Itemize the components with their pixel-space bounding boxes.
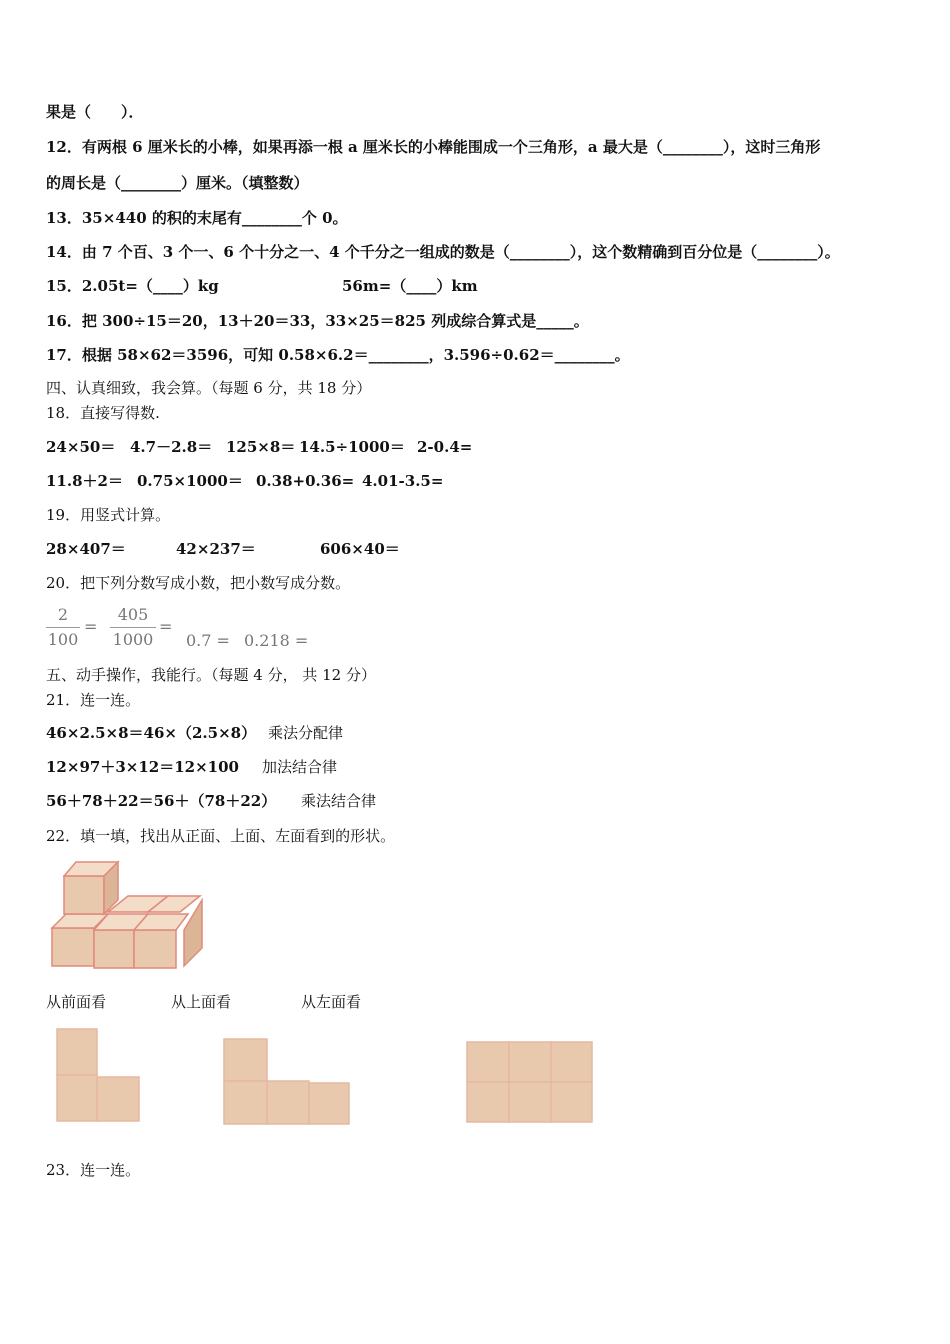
question-20: 20．把下列分数写成小数，把小数写成分数。 <box>46 574 351 592</box>
top-view-label: 从上面看 <box>171 993 232 1011</box>
question-13: 13．35×440 的积的末尾有________个 0。 <box>46 209 348 227</box>
section-4-heading: 四、认真细致，我会算。（每题 6 分，共 18 分） <box>46 379 372 397</box>
calc-item: 125×8＝ <box>226 438 296 456</box>
cube-stack-figure <box>48 858 206 970</box>
section-5-heading: 五、动手操作，我能行。（每题 4 分， 共 12 分） <box>46 666 376 684</box>
equals-sign: = <box>159 617 173 636</box>
matching-law: 乘法结合律 <box>301 792 377 810</box>
question-19: 19．用竖式计算。 <box>46 506 171 524</box>
question-17: 17．根据 58×62＝3596，可知 0.58×6.2＝________，3.596÷0.62＝________。 <box>46 346 630 364</box>
question-15-right: 56m=（____）km <box>342 277 478 295</box>
calc-item: 0.38+0.36= <box>256 472 355 490</box>
fraction-1 <box>46 604 80 651</box>
question-16: 16．把 300÷15＝20，13＋20＝33，33×25＝825 列成综合算式是_____。 <box>46 312 589 330</box>
calc-item: 4.7－2.8＝ <box>130 438 213 456</box>
matching-expression: 46×2.5×8＝46×（2.5×8） <box>46 724 257 742</box>
question-15-left: 15．2.05t=（____）kg <box>46 277 219 295</box>
matching-expression: 56＋78＋22＝56＋（78＋22） <box>46 792 277 810</box>
view-shape-b <box>220 1036 354 1128</box>
calc-item: 11.8＋2＝ <box>46 472 123 490</box>
matching-law: 加法结合律 <box>262 758 338 776</box>
question-12-line1: 12．有两根 6 厘米长的小棒，如果再添一根 a 厘米长的小棒能围成一个三角形，a 最大是（________），这时三角形 <box>46 138 821 156</box>
question-23: 23．连一连。 <box>46 1161 141 1179</box>
question-14: 14．由 7 个百、3 个一、6 个十分之一、4 个千分之一组成的数是（________），这个数精确到百分位是（________）。 <box>46 243 840 261</box>
calc-item: 0.75×1000＝ <box>137 472 243 490</box>
view-shape-c <box>464 1038 596 1126</box>
question-22: 22．填一填，找出从正面、上面、左面看到的形状。 <box>46 827 396 845</box>
equals-sign: = <box>84 617 98 636</box>
calc-item: 24×50＝ <box>46 438 116 456</box>
fraction-1-numerator: 2 <box>57 605 69 624</box>
calc-item: 2-0.4= <box>417 438 473 456</box>
view-shape-a <box>54 1026 144 1124</box>
front-view-label: 从前面看 <box>46 993 107 1011</box>
calc-item: 4.01-3.5= <box>362 472 444 490</box>
fraction-1-denominator: 100 <box>47 630 79 649</box>
question-12-line2: 的周长是（________）厘米。（填整数） <box>46 174 309 192</box>
vertical-calc-item: 28×407＝ <box>46 540 126 558</box>
fraction-2-denominator: 1000 <box>112 630 154 649</box>
vertical-calc-item: 606×40＝ <box>320 540 400 558</box>
matching-expression: 12×97＋3×12＝12×100 <box>46 758 239 776</box>
decimal-2: 0.218 = <box>244 631 309 650</box>
decimal-1: 0.7 = <box>186 631 230 650</box>
left-view-label: 从左面看 <box>301 993 362 1011</box>
fraction-2 <box>110 604 156 651</box>
calc-item: 14.5÷1000＝ <box>299 438 405 456</box>
vertical-calc-item: 42×237＝ <box>176 540 256 558</box>
line-carryover: 果是（ ）． <box>46 103 144 121</box>
matching-law: 乘法分配律 <box>268 724 344 742</box>
question-18: 18．直接写得数. <box>46 404 160 422</box>
question-21: 21．连一连。 <box>46 691 141 709</box>
fraction-2-numerator: 405 <box>117 605 149 624</box>
